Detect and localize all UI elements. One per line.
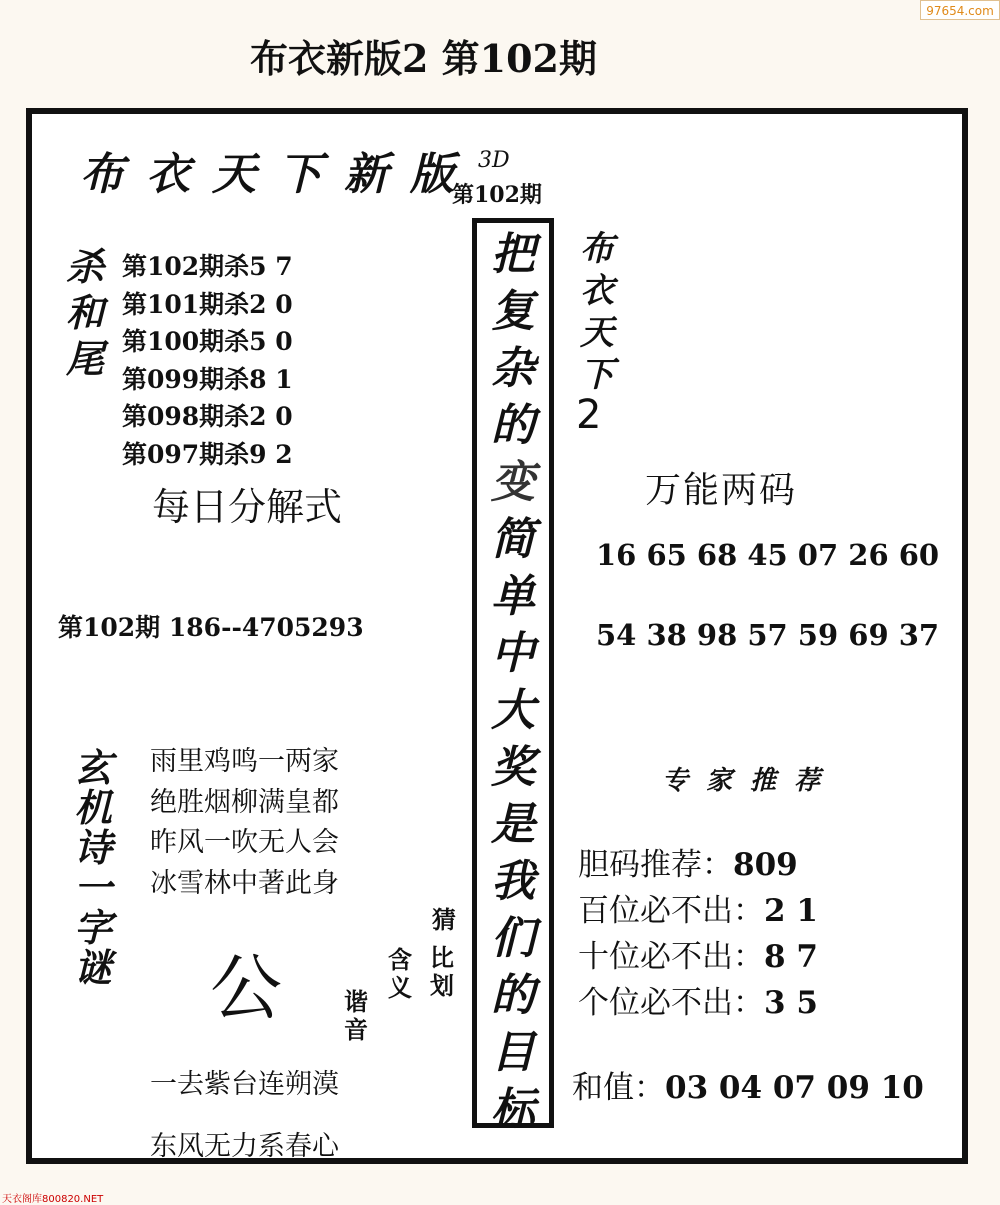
issue-number: 第102期 (452, 182, 542, 208)
kill-item: 第100期杀5 0 (122, 327, 293, 356)
rec-line (578, 842, 818, 888)
poem-line: 雨里鸡鸣一两家 (150, 746, 339, 777)
poem-label-char: 一 (73, 865, 112, 910)
slogan-char: 的 (491, 400, 535, 451)
rec-value: 2 1 (764, 893, 818, 929)
slogan-char: 杂 (491, 343, 535, 394)
tag-3d: 3D (478, 148, 510, 173)
hint-strokes (428, 944, 456, 1000)
rec-label: 个位必不出： (578, 985, 764, 1021)
hint-guess (430, 906, 458, 934)
slogan-char: 目 (491, 1027, 535, 1078)
brand-char: 天 (580, 313, 614, 353)
kill-item: 第098期杀2 0 (122, 402, 293, 431)
brand-char: 布 (580, 229, 614, 269)
rec-value: 3 5 (764, 985, 818, 1021)
slogan-char: 中 (491, 628, 535, 679)
codes-row: 16 65 68 45 07 26 60 (596, 538, 940, 572)
slogan-column (477, 226, 549, 1138)
poem-line: 冰雪林中著此身 (150, 867, 339, 899)
kill-tail-label (62, 244, 108, 382)
kill-label-char: 尾 (65, 336, 104, 381)
sum-label: 和值： (572, 1070, 665, 1106)
poem-label-char: 谜 (73, 945, 112, 990)
slogan-char: 单 (491, 571, 535, 622)
decomposition-title: 每日分解式 (152, 485, 343, 529)
poem-label-char: 机 (73, 785, 112, 830)
rec-label: 百位必不出： (578, 893, 764, 929)
hint-char: 含 (388, 945, 412, 974)
poem-line: 昨风一吹无人会 (150, 827, 339, 858)
slogan-char: 是 (491, 799, 535, 850)
slogan-char: 奖 (491, 742, 535, 793)
sum-values (572, 1062, 924, 1107)
universal-codes-title: 万能两码 (645, 470, 798, 511)
brand-char: 下 (580, 355, 614, 395)
board-heading: 布衣天下新版 (80, 149, 476, 200)
riddle-poem (150, 742, 339, 904)
hint-meaning (386, 946, 414, 1002)
slogan-char: 简 (491, 514, 535, 565)
rec-label: 十位必不出： (578, 939, 764, 975)
brand-number: 2 (576, 392, 602, 438)
poem-label-char: 字 (73, 905, 112, 950)
codes-row: 54 38 98 57 59 69 37 (596, 618, 940, 652)
page-title: 布衣新版2 第102期 (250, 36, 597, 81)
kill-item: 第102期杀5 7 (122, 252, 293, 281)
brand-vertical (572, 228, 622, 396)
poem-label-char: 诗 (73, 825, 112, 870)
recommendations (578, 842, 818, 1026)
kill-label-char: 和 (65, 290, 104, 335)
sum-value: 03 04 07 09 10 (665, 1070, 924, 1106)
kill-label-char: 杀 (65, 244, 104, 289)
footer-credit: 天衣阁库800820.NET (2, 1194, 104, 1205)
rec-value: 8 7 (764, 939, 818, 975)
kill-item: 第097期杀9 2 (122, 439, 293, 469)
kill-item: 第101期杀2 0 (122, 289, 293, 319)
rec-line (578, 888, 818, 934)
riddle-poem-label (70, 745, 116, 990)
hint-char: 义 (388, 973, 412, 1002)
slogan-char: 复 (491, 286, 535, 337)
poem-line: 东风无力系春心 (150, 1131, 339, 1162)
poem-line: 绝胜烟柳满皇都 (150, 786, 339, 818)
hint-homophone (342, 988, 370, 1044)
decomposition-line: 第102期 186--4705293 (58, 613, 364, 642)
poem-line: 一去紫台连朔漠 (150, 1069, 339, 1100)
slogan-char: 们 (491, 913, 535, 964)
kill-item: 第099期杀8 1 (122, 364, 293, 394)
slogan-char: 大 (491, 685, 535, 736)
hint-char: 谐 (344, 987, 368, 1016)
expert-title: 专家推荐 (662, 766, 839, 796)
slogan-char: 变 (491, 457, 535, 508)
slogan-char: 我 (491, 856, 535, 907)
hint-char: 音 (344, 1015, 368, 1044)
brand-char: 衣 (580, 271, 614, 311)
bottom-poem (150, 1054, 339, 1178)
slogan-char: 把 (491, 229, 535, 280)
riddle-answer: 公 (210, 946, 283, 1030)
hint-char: 划 (430, 971, 454, 1000)
rec-line (578, 934, 818, 980)
site-watermark: 97654.com (920, 0, 1000, 20)
hint-char: 猜 (432, 905, 456, 934)
rec-label: 胆码推荐： (578, 847, 733, 883)
poem-label-char: 玄 (73, 745, 112, 790)
slogan-char: 的 (491, 970, 535, 1021)
rec-line (578, 980, 818, 1026)
hint-char: 比 (430, 943, 454, 972)
kill-list (122, 248, 293, 473)
rec-value: 809 (733, 847, 798, 883)
slogan-char: 标 (491, 1084, 535, 1135)
